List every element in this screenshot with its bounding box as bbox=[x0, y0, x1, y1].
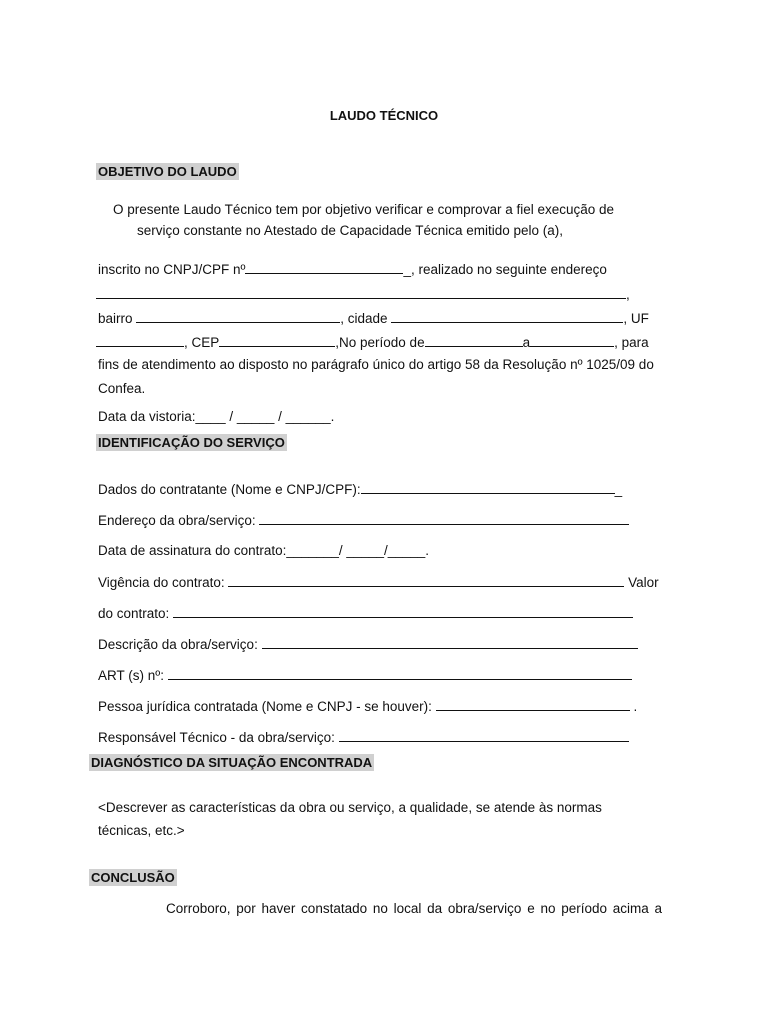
section-header-conclusao: CONCLUSÃO bbox=[91, 870, 175, 885]
cnpj-line bbox=[98, 261, 607, 277]
vistoria-line: Data da vistoria:____ / _____ / ______. bbox=[98, 409, 335, 424]
section-header-diagnostico: DIAGNÓSTICO DA SITUAÇÃO ENCONTRADA bbox=[91, 755, 373, 770]
pessoa-juridica-label: Pessoa jurídica contratada (Nome e CNPJ - se houver): bbox=[98, 699, 432, 714]
do-contrato-label: do contrato: bbox=[98, 606, 170, 621]
bairro-label: bairro bbox=[98, 311, 133, 326]
diagnostico-line1: <Descrever as características da obra ou serviço, a qualidade, se atende às normas bbox=[98, 800, 602, 815]
cidade-blank[interactable] bbox=[391, 310, 623, 323]
bairro-blank[interactable] bbox=[136, 310, 340, 323]
endereco-obra-line bbox=[98, 512, 629, 528]
contratante-line bbox=[98, 481, 622, 497]
cnpj-blank[interactable] bbox=[245, 261, 403, 274]
vigencia-blank[interactable] bbox=[228, 574, 624, 587]
endereco-line bbox=[96, 286, 630, 302]
vigencia-line bbox=[98, 574, 659, 590]
descricao-blank[interactable] bbox=[262, 636, 638, 649]
periodo-label: ,No período de bbox=[335, 335, 425, 350]
objetivo-paragraph-line1: O presente Laudo Técnico tem por objetivo verificar e comprovar a fiel execução de bbox=[113, 202, 615, 217]
conclusao-line1: Corroboro, por haver constatado no local da obra/serviço e no período acima a bbox=[166, 901, 663, 916]
section-header-identificacao: IDENTIFICAÇÃO DO SERVIÇO bbox=[98, 435, 285, 450]
pessoa-juridica-line bbox=[98, 698, 637, 714]
periodo-end-blank[interactable] bbox=[530, 334, 614, 347]
cidade-label: , cidade bbox=[340, 311, 388, 326]
pessoa-juridica-blank[interactable] bbox=[436, 698, 630, 711]
endereco-obra-blank[interactable] bbox=[259, 512, 629, 525]
valor-line bbox=[98, 605, 633, 621]
fins-line1: fins de atendimento ao disposto no parágrafo único do artigo 58 da Resolução nº 1025/09 do bbox=[98, 357, 654, 372]
valor-label: Valor bbox=[628, 575, 659, 590]
descricao-label: Descrição da obra/serviço: bbox=[98, 637, 258, 652]
objetivo-paragraph-line2: serviço constante no Atestado de Capacidade Técnica emitido pelo (a), bbox=[137, 223, 564, 238]
cep-blank[interactable] bbox=[219, 334, 335, 347]
section-header-objetivo: OBJETIVO DO LAUDO bbox=[98, 164, 237, 179]
endereco-blank[interactable] bbox=[96, 286, 626, 299]
endereco-obra-label: Endereço da obra/serviço: bbox=[98, 513, 256, 528]
pessoa-juridica-tail: . bbox=[633, 699, 638, 714]
vigencia-label: Vigência do contrato: bbox=[98, 575, 225, 590]
valor-contrato-blank[interactable] bbox=[173, 605, 633, 618]
contratante-label: Dados do contratante (Nome e CNPJ/CPF): bbox=[98, 482, 361, 497]
bairro-line bbox=[98, 310, 649, 326]
contratante-blank[interactable] bbox=[361, 481, 615, 494]
cnpj-label: inscrito no CNPJ/CPF nº bbox=[98, 262, 246, 277]
endereco-comma: , bbox=[626, 287, 630, 302]
responsavel-label: Responsável Técnico - da obra/serviço: bbox=[98, 730, 335, 745]
cep-line bbox=[96, 334, 649, 350]
responsavel-line bbox=[98, 729, 629, 745]
assinatura-line: Data de assinatura do contrato:_______/ _____/_____. bbox=[98, 543, 430, 558]
periodo-a-label: a bbox=[522, 335, 531, 350]
art-blank[interactable] bbox=[168, 667, 632, 680]
uf-blank[interactable] bbox=[96, 334, 184, 347]
descricao-line bbox=[98, 636, 638, 652]
responsavel-blank[interactable] bbox=[339, 729, 629, 742]
cnpj-tail: _, realizado no seguinte endereço bbox=[403, 262, 607, 277]
para-label: , para bbox=[614, 335, 649, 350]
periodo-start-blank[interactable] bbox=[425, 334, 523, 347]
diagnostico-line2: técnicas, etc.> bbox=[98, 823, 185, 838]
fins-line2: Confea. bbox=[98, 381, 146, 396]
uf-label: , UF bbox=[623, 311, 649, 326]
document-title: LAUDO TÉCNICO bbox=[329, 108, 439, 123]
cep-label: , CEP bbox=[184, 335, 220, 350]
art-label: ART (s) nº: bbox=[98, 668, 164, 683]
art-line bbox=[98, 667, 632, 683]
contratante-tail: _ bbox=[614, 482, 623, 497]
